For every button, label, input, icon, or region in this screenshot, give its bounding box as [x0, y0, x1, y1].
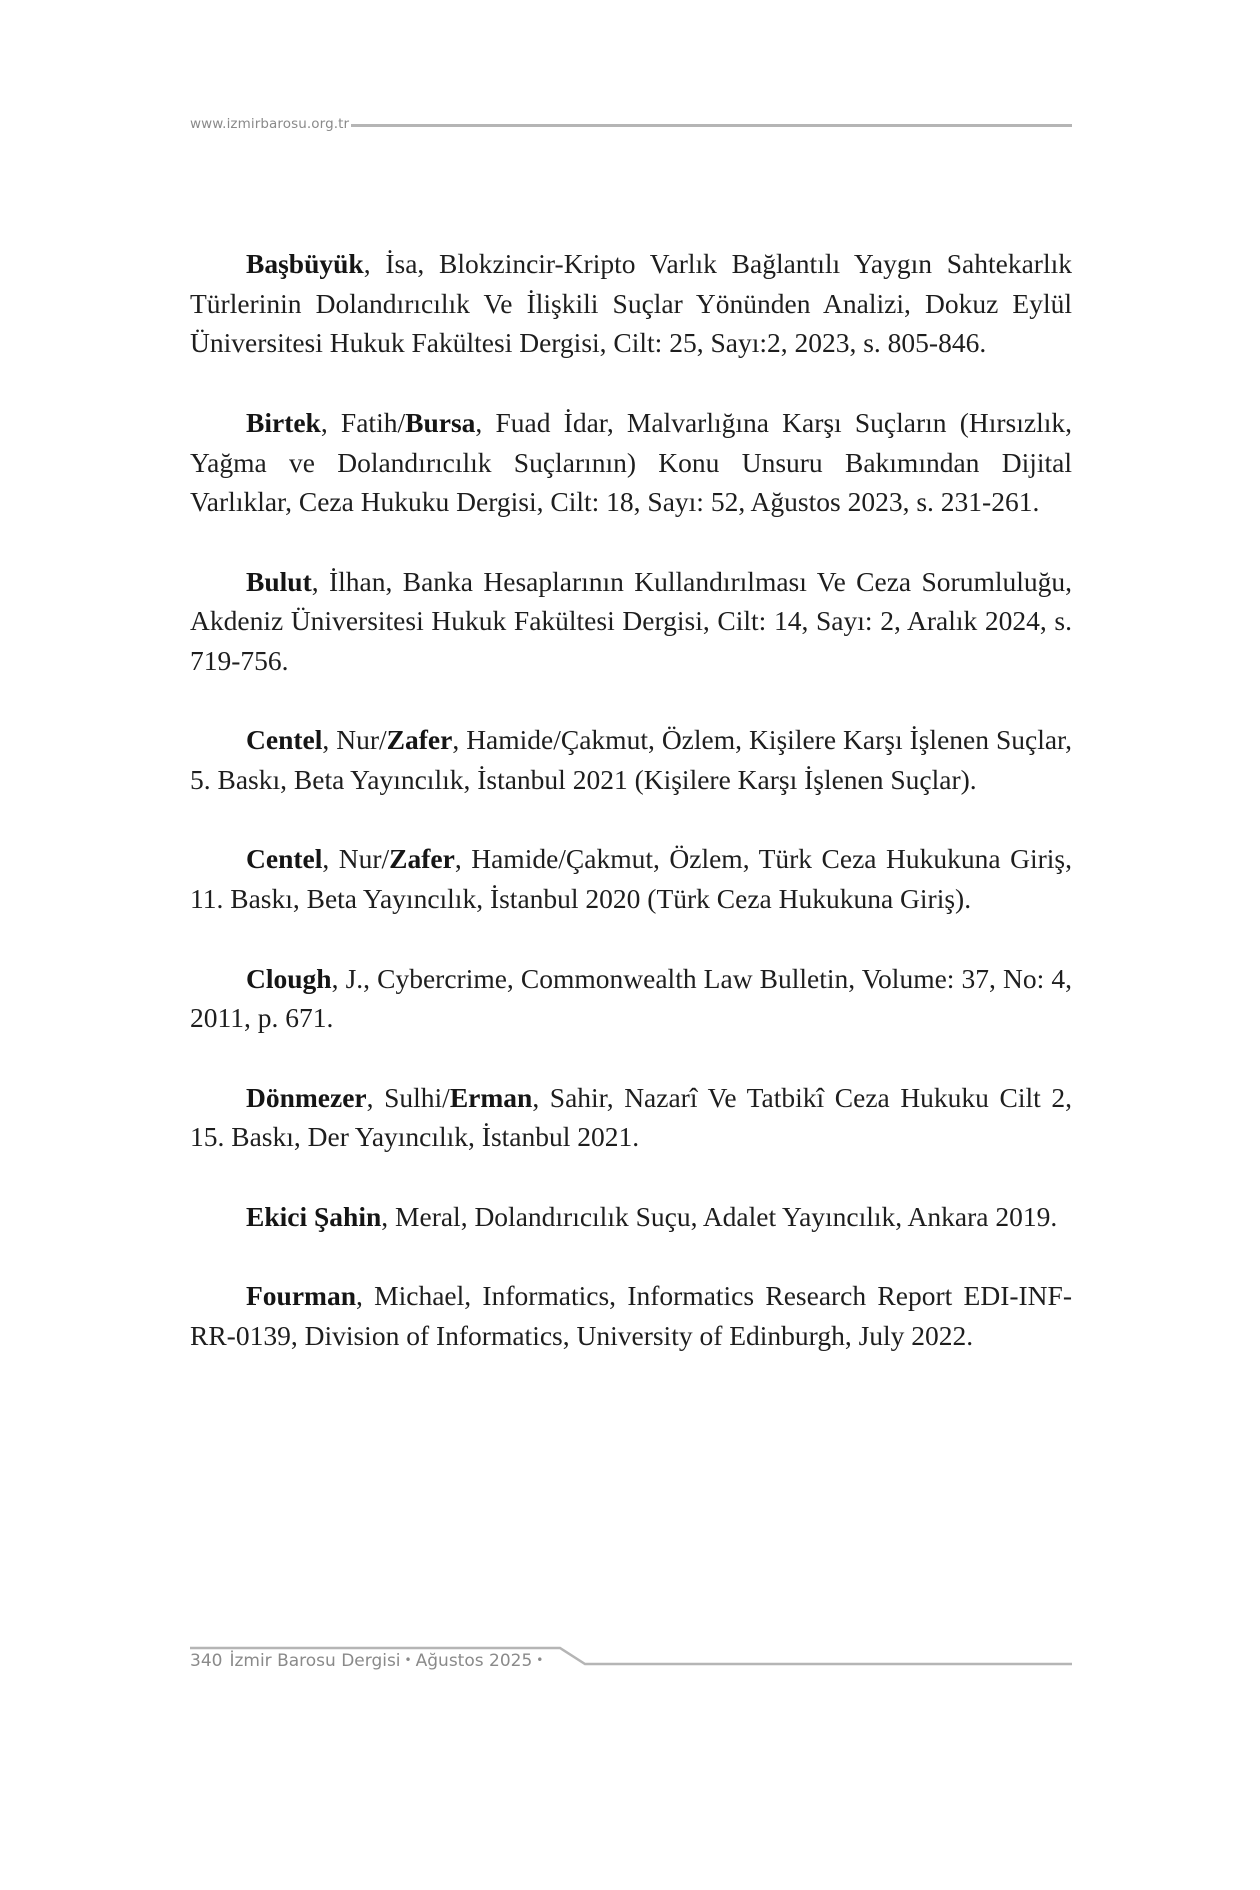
reference-entry — [190, 1078, 1072, 1157]
author-surname: Birtek — [246, 406, 321, 438]
reference-text: , Sulhi/ — [366, 1081, 450, 1113]
author-surname: Bursa — [405, 406, 476, 438]
reference-text: , İsa, Blokzincir-Kripto Varlık Bağlantılı Yaygın Sahtekarlık Türlerinin Dolandırıcılık Ve İlişkili Suçlar Yönünden Analizi, Dokuz Eylül Üniversitesi Hukuk Fakültesi Dergisi, Cilt: 25, Sayı:2, 2023, s. 805-846. — [190, 248, 1072, 359]
author-surname: Fourman — [246, 1280, 356, 1312]
header-url: www.izmirbarosu.org.tr — [190, 116, 350, 132]
reference-entry — [190, 959, 1072, 1038]
reference-text: , Nur/ — [322, 724, 387, 756]
reference-entry — [190, 1197, 1072, 1237]
references-list — [190, 244, 1072, 1395]
reference-text: , Michael, Informatics, Informatics Research Report EDI-INF-RR-0139, Division of Informatics, University of Edinburgh, July 2022. — [190, 1280, 1072, 1351]
reference-text: , Hamide/Çakmut, Özlem, Türk Ceza Hukukuna Giriş, 11. Baskı, Beta Yayıncılık, İstanbul 2020 (Türk Ceza Hukukuna Giriş). — [190, 843, 1072, 915]
author-surname: Centel — [246, 843, 323, 875]
author-surname: Ekici Şahin — [246, 1200, 382, 1232]
header-rule — [351, 124, 1072, 127]
page-footer — [190, 1640, 1072, 1680]
reference-text: , J., Cybercrime, Commonwealth Law Bulletin, Volume: 37, No: 4, 2011, p. 671. — [190, 962, 1072, 1034]
reference-text: , Nur/ — [322, 843, 390, 875]
reference-entry — [190, 403, 1072, 522]
author-surname: Centel — [246, 724, 323, 756]
author-surname: Zafer — [386, 724, 453, 756]
reference-text: , Sahir, Nazarî Ve Tatbikî Ceza Hukuku Cilt 2, 15. Baskı, Der Yayıncılık, İstanbul 2021. — [190, 1081, 1072, 1153]
author-surname: Clough — [246, 962, 332, 994]
reference-entry — [190, 839, 1072, 918]
reference-entry — [190, 562, 1072, 681]
page-header — [190, 112, 1072, 136]
bullet-separator: • — [404, 1653, 412, 1667]
author-surname: Erman — [449, 1081, 533, 1113]
footer-text — [190, 1650, 547, 1673]
reference-entry — [190, 720, 1072, 799]
author-surname: Başbüyük — [246, 248, 364, 279]
journal-name: İzmir Barosu Dergisi — [229, 1651, 401, 1671]
author-surname: Dönmezer — [246, 1081, 367, 1113]
bullet-separator: • — [536, 1653, 544, 1667]
reference-entry — [190, 1276, 1072, 1355]
page-number: 340 — [190, 1651, 223, 1671]
author-surname: Zafer — [389, 843, 455, 875]
issue-date: Ağustos 2025 — [415, 1651, 533, 1671]
reference-text: , Meral, Dolandırıcılık Suçu, Adalet Yayıncılık, Ankara 2019. — [381, 1200, 1058, 1232]
reference-entry — [190, 244, 1072, 363]
author-surname: Bulut — [246, 565, 312, 597]
reference-text: , İlhan, Banka Hesaplarının Kullandırılması Ve Ceza Sorumluluğu, Akdeniz Üniversitesi Hukuk Fakültesi Dergisi, Cilt: 14, Sayı: 2, Aralık 2024, s. 719-756. — [190, 565, 1072, 676]
reference-text: , Fuad İdar, Malvarlığına Karşı Suçların (Hırsızlık, Yağma ve Dolandırıcılık Suçlarının) Konu Unsuru Bakımından Dijital Varlıklar, Ceza Hukuku Dergisi, Cilt: 18, Sayı: 52, Ağustos 2023, s. 231-261. — [190, 406, 1072, 518]
reference-text: , Hamide/Çakmut, Özlem, Kişilere Karşı İşlenen Suçlar, 5. Baskı, Beta Yayıncılık, İstanbul 2021 (Kişilere Karşı İşlenen Suçlar). — [190, 724, 1072, 796]
reference-text: , Fatih/ — [320, 406, 406, 438]
